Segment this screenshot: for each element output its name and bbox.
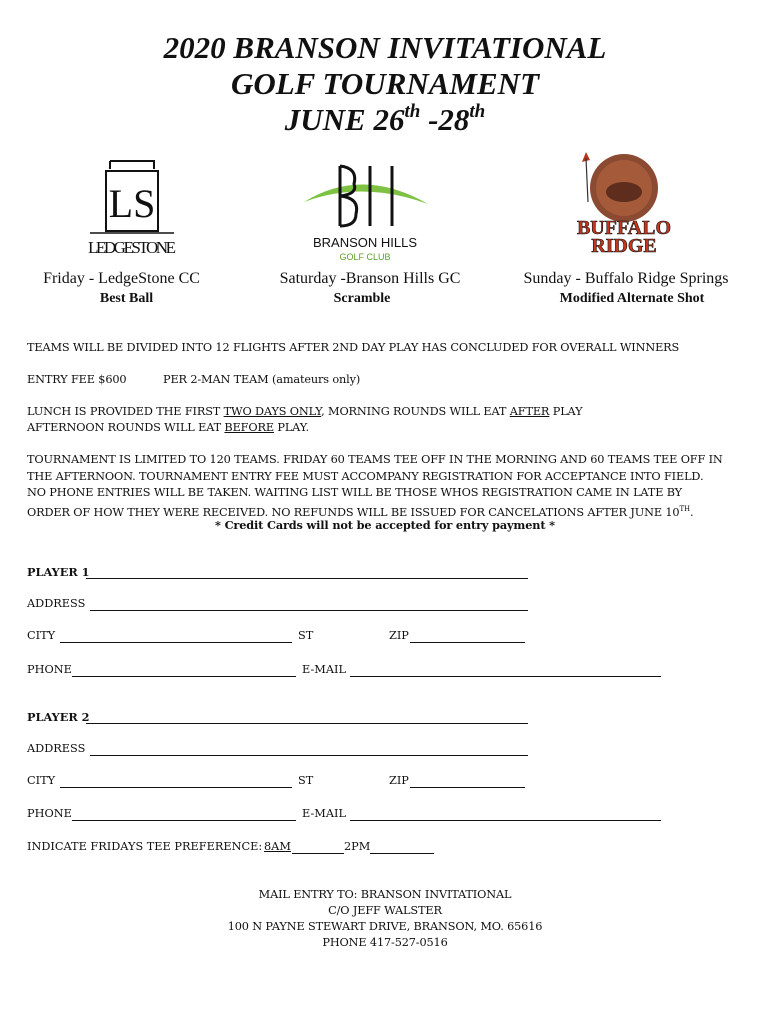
player2-city-field[interactable] [60, 787, 292, 788]
player1-phone-label: PHONE [27, 663, 72, 676]
mail-line-4: PHONE 417-527-0516 [322, 936, 448, 949]
player2-name-field[interactable] [86, 723, 528, 724]
player2-phone-field[interactable] [72, 820, 296, 821]
lunch-line-2: AFTERNOON ROUNDS WILL EAT BEFORE PLAY. [27, 421, 310, 434]
player1-email-field[interactable] [350, 676, 661, 677]
player1-email-label: E-MAIL [302, 663, 346, 676]
tee-2pm-option[interactable]: 2PM [344, 840, 371, 853]
bransonhills-logo-icon [300, 158, 430, 266]
bransonhills-logo-name: BRANSON HILLS [312, 235, 418, 250]
flights-note: TEAMS WILL BE DIVIDED INTO 12 FLIGHTS AFTER 2ND DAY PLAY HAS CONCLUDED FOR OVERALL WINNERS [27, 341, 680, 354]
player1-address-label: ADDRESS [27, 597, 86, 610]
player1-address-field[interactable] [90, 610, 528, 611]
player1-city-label: CITY [27, 629, 56, 642]
player2-email-field[interactable] [350, 820, 661, 821]
player2-address-label: ADDRESS [27, 742, 86, 755]
mail-line-2: C/O JEFF WALSTER [328, 904, 442, 917]
player1-city-field[interactable] [60, 642, 292, 643]
format-friday: Best Ball [99, 291, 154, 306]
per-team: PER 2-MAN TEAM (amateurs only) [163, 373, 361, 386]
bransonhills-logo [300, 158, 430, 266]
title-line-3: JUNE 26th -28th [284, 101, 486, 137]
lunch-line-1: LUNCH IS PROVIDED THE FIRST TWO DAYS ONLY, MORNING ROUNDS WILL EAT AFTER PLAY [27, 405, 583, 418]
ledgestone-logo-icon [84, 153, 180, 261]
entry-fee: ENTRY FEE $600 [27, 373, 127, 386]
player1-phone-field[interactable] [72, 676, 296, 677]
player2-phone-label: PHONE [27, 807, 72, 820]
player2-zip-field[interactable] [410, 787, 525, 788]
mail-line-3: 100 N PAYNE STEWART DRIVE, BRANSON, MO. 65616 [227, 920, 543, 933]
player2-address-field[interactable] [90, 755, 528, 756]
tee-preference-label: INDICATE FRIDAYS TEE PREFERENCE: [27, 840, 263, 853]
player1-name-field[interactable] [86, 578, 528, 579]
tee-8am-field[interactable] [292, 853, 344, 854]
day-saturday: Saturday -Branson Hills GC [279, 270, 461, 287]
bransonhills-logo-sub: GOLF CLUB [339, 252, 391, 262]
day-sunday: Sunday - Buffalo Ridge Springs [523, 270, 729, 287]
buffaloridge-logo [568, 148, 680, 260]
buffaloridge-logo-line2: RIDGE [591, 235, 657, 257]
title-line-1: 2020 BRANSON INVITATIONAL [163, 30, 607, 65]
player1-zip-label: ZIP [389, 629, 409, 642]
player2-label: PLAYER 2 [27, 710, 90, 724]
ledgestone-logo-mark: LS [108, 181, 156, 226]
ledgestone-logo-name: LEDGESTONE [88, 238, 176, 257]
format-sunday: Modified Alternate Shot [559, 291, 705, 306]
mail-line-1: MAIL ENTRY TO: BRANSON INVITATIONAL [258, 888, 512, 901]
day-friday: Friday - LedgeStone CC [43, 270, 200, 287]
tee-2pm-field[interactable] [370, 853, 434, 854]
buffaloridge-logo-icon [568, 148, 680, 260]
limit-line-1: TOURNAMENT IS LIMITED TO 120 TEAMS. FRIDAY 60 TEAMS TEE OFF IN THE MORNING AND 60 TEAMS TEE OFF IN [27, 453, 723, 466]
limit-line-2: THE AFTERNOON. TOURNAMENT ENTRY FEE MUST ACCOMPANY REGISTRATION FOR ACCEPTANCE INTO FIELD. [27, 470, 704, 483]
player1-zip-field[interactable] [410, 642, 525, 643]
player1-st-label: ST [298, 629, 314, 642]
buffaloridge-logo-line1: BUFFALO [576, 217, 672, 239]
limit-line-3: NO PHONE ENTRIES WILL BE TAKEN. WAITING LIST WILL BE THOSE WHOS REGISTRATION CAME IN LATE BY [27, 486, 682, 499]
credit-card-note: * Credit Cards will not be accepted for entry payment * [215, 518, 555, 532]
player2-zip-label: ZIP [389, 774, 409, 787]
player2-email-label: E-MAIL [302, 807, 346, 820]
title-line-2: GOLF TOURNAMENT [230, 66, 540, 101]
player2-city-label: CITY [27, 774, 56, 787]
format-saturday: Scramble [333, 291, 391, 306]
limit-line-4: ORDER OF HOW THEY WERE RECEIVED. NO REFUNDS WILL BE ISSUED FOR CANCELATIONS AFTER JUNE 10TH. [27, 505, 694, 519]
ledgestone-logo [84, 153, 180, 261]
player2-st-label: ST [298, 774, 314, 787]
player1-label: PLAYER 1 [27, 565, 90, 579]
tee-8am-option[interactable]: 8AM [264, 840, 291, 853]
